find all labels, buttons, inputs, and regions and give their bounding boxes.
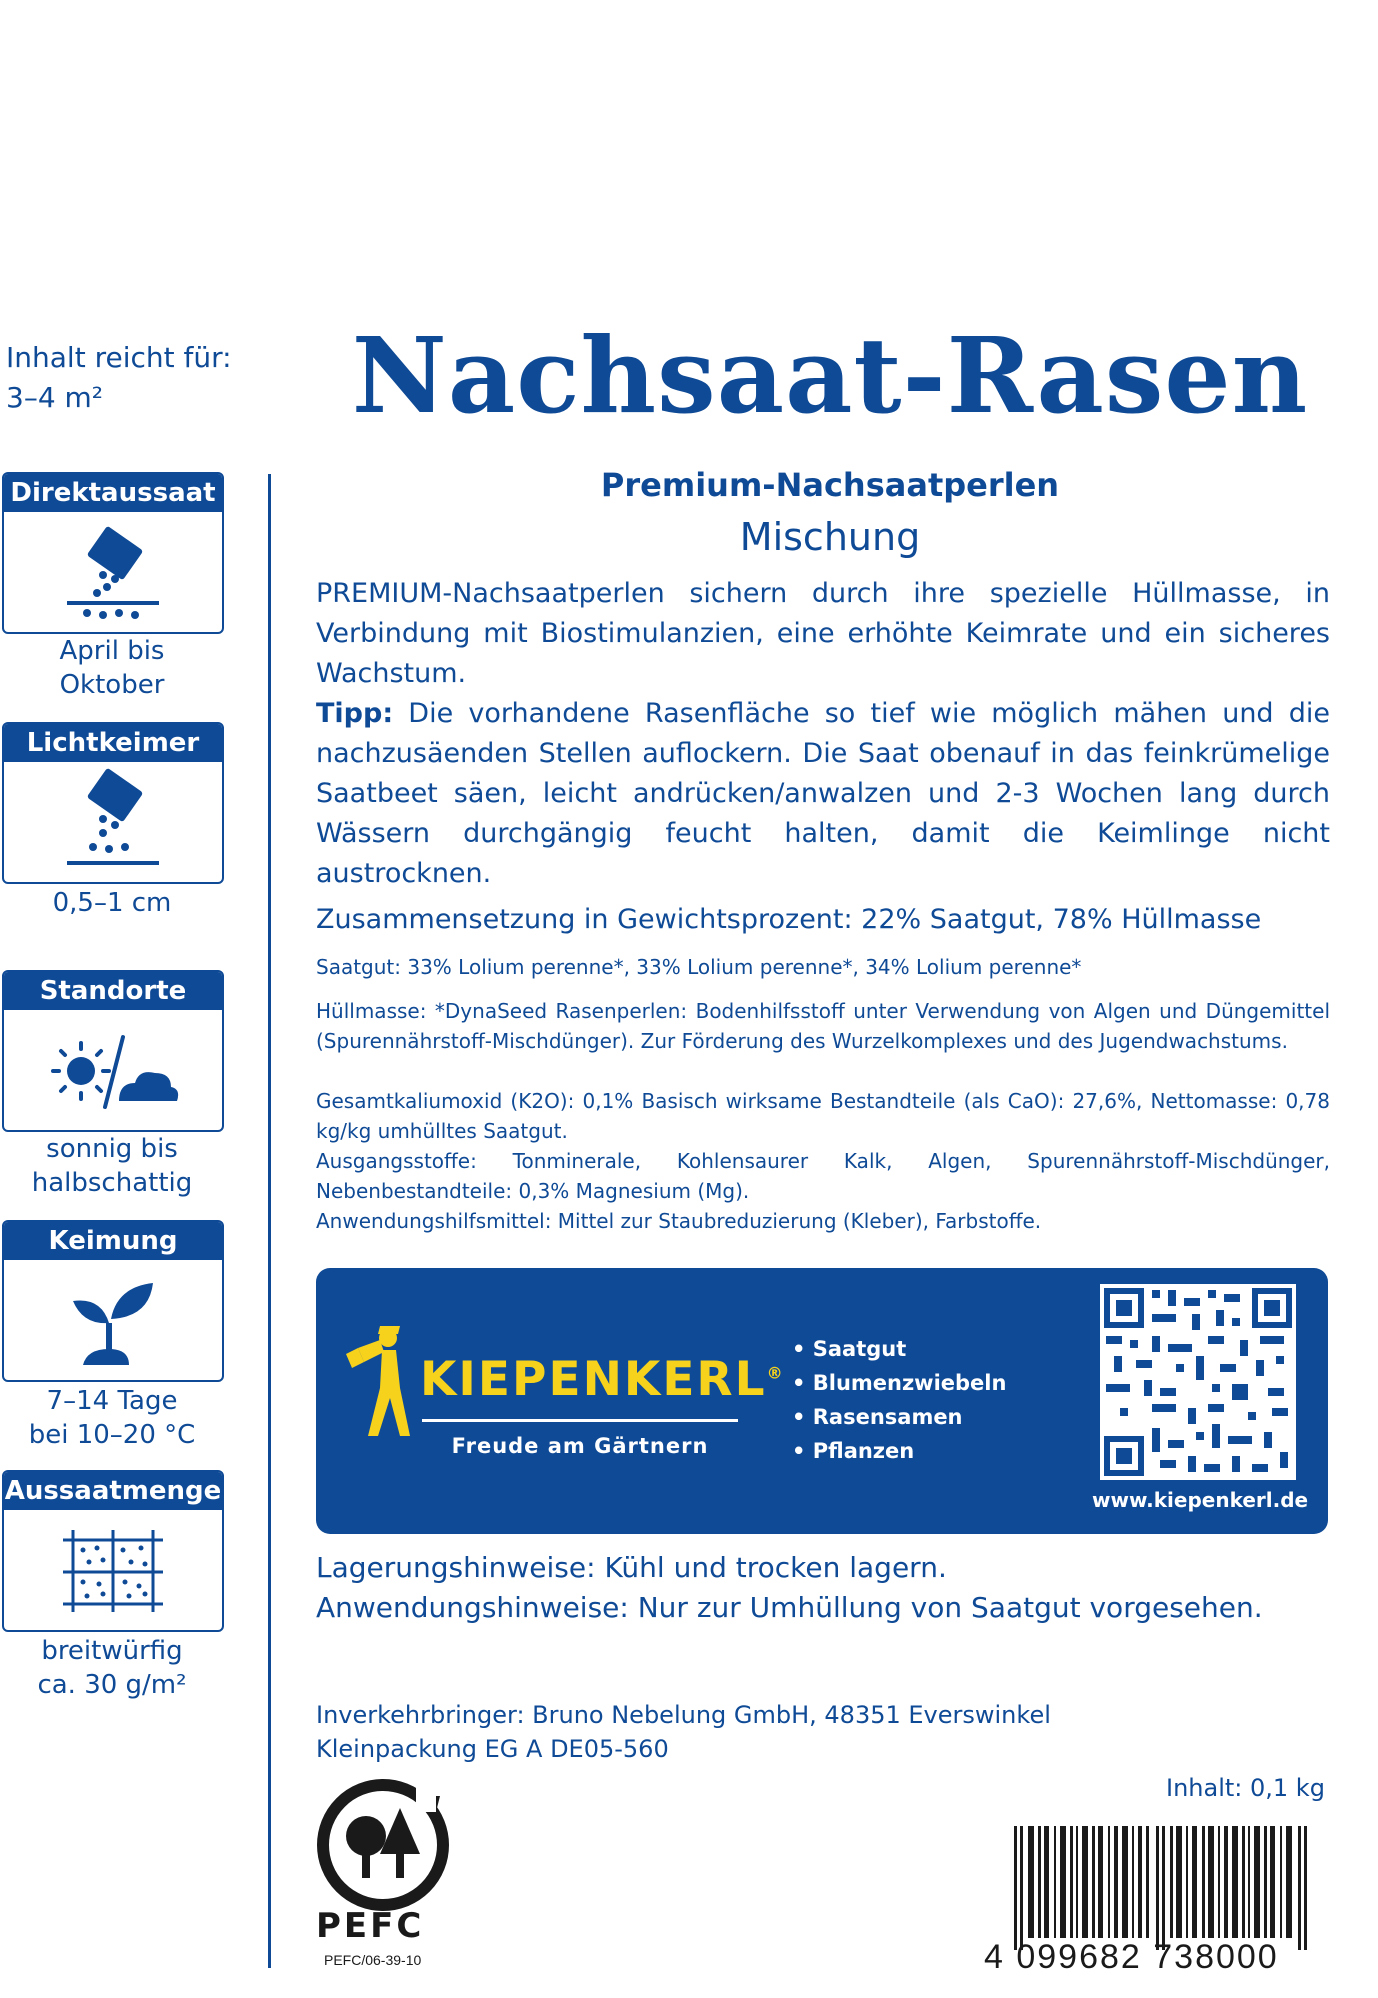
application-aids-info: Anwendungshilfsmittel: Mittel zur Staubreduzierung (Kleber), Farbstoffe.	[316, 1209, 1042, 1233]
info-tile-caption	[0, 886, 224, 920]
kiepenkerl-logo-figure	[344, 1318, 424, 1452]
content-coverage-label: Inhalt reicht für:	[6, 341, 232, 374]
pefc-logo-icon	[316, 1778, 450, 1912]
pefc-wordmark: PEFC	[316, 1906, 425, 1946]
brand-name-text: KIEPENKERL	[420, 1352, 767, 1407]
info-tile-heading: Standorte	[4, 972, 222, 1010]
brand-list-item: • Blumenzwiebeln	[792, 1371, 1007, 1395]
info-tile-heading: Aussaatmenge	[4, 1472, 222, 1510]
seed-grid-icon	[4, 1510, 222, 1630]
caption-line: bei 10–20 °C	[28, 1420, 196, 1450]
distributor-line: Inverkehrbringer: Bruno Nebelung GmbH, 48351 Everswinkel	[316, 1701, 1051, 1729]
sowing-icon	[4, 512, 222, 632]
caption-line: April bis	[59, 636, 165, 666]
info-tile-caption	[0, 1132, 224, 1200]
registered-mark: ®	[766, 1363, 785, 1383]
seed-composition: Saatgut: 33% Lolium perenne*, 33% Lolium perenne*, 34% Lolium perenne*	[316, 955, 1082, 979]
info-tile-caption	[0, 1634, 224, 1702]
barcode	[1014, 1826, 1314, 1954]
caption-line: 7–14 Tage	[46, 1386, 178, 1416]
info-tile-direct-sowing	[2, 472, 224, 634]
caption-line: ca. 30 g/m²	[37, 1670, 187, 1700]
description-tip	[316, 694, 1330, 894]
storage-instructions	[316, 1548, 1263, 1628]
usage-line: Anwendungshinweise: Nur zur Umhüllung von Saatgut vorgesehen.	[316, 1591, 1263, 1624]
caption-line: halbschattig	[31, 1168, 193, 1198]
raw-materials-info: Ausgangsstoffe: Tonminerale, Kohlensaurer Kalk, Algen, Spurennährstoff-Mischdünger, Nebenbestandteile: 0,3% Magnesium (Mg).	[316, 1149, 1330, 1203]
info-tile-heading: Lichtkeimer	[4, 724, 222, 762]
caption-line: sonnig bis	[46, 1134, 178, 1164]
brand-list-item: • Rasensamen	[792, 1405, 963, 1429]
potassium-info: Gesamtkaliumoxid (K2O): 0,1% Basisch wirksame Bestandteile (als CaO): 27,6%, Nettomasse: 0,78 kg/kg umhülltes Saatgut.	[316, 1089, 1330, 1143]
content-coverage-note	[6, 338, 232, 418]
content-coverage-value: 3–4 m²	[6, 381, 104, 414]
storage-line: Lagerungshinweise: Kühl und trocken lagern.	[316, 1551, 947, 1584]
caption-line: 0,5–1 cm	[52, 888, 172, 918]
caption-line: breitwürfig	[41, 1636, 183, 1666]
barcode-number: 4 099682 738000	[984, 1938, 1279, 1976]
packaging-code-line: Kleinpackung EG A DE05-560	[316, 1735, 669, 1763]
tip-label: Tipp:	[316, 698, 394, 729]
coating-description: Hüllmasse: *DynaSeed Rasenperlen: Bodenhilfsstoff unter Verwendung von Algen und Düngemittel (Spurennährstoff-Mischdünger). Zur Förderung des Wurzelkomplexes und des Jugendwachstums.	[316, 999, 1330, 1053]
sun-cloud-icon	[4, 1010, 222, 1130]
brand-website[interactable]: www.kiepenkerl.de	[1092, 1488, 1309, 1512]
brand-list-item: • Pflanzen	[792, 1439, 915, 1463]
product-subtitle: Premium-Nachsaatperlen	[600, 466, 1060, 504]
brand-product-list	[792, 1332, 1006, 1468]
info-tile-location	[2, 970, 224, 1132]
brand-divider	[422, 1419, 738, 1422]
info-tile-heading: Direktaussaat	[4, 474, 222, 512]
product-type: Mischung	[739, 515, 921, 559]
brand-tagline: Freude am Gärtnern	[451, 1434, 709, 1458]
pefc-code: PEFC/06-39-10	[324, 1952, 422, 1968]
product-title: Nachsaat-Rasen	[351, 314, 1309, 437]
seedling-icon	[4, 1260, 222, 1380]
distributor-info	[316, 1698, 1051, 1766]
info-tile-caption	[0, 1384, 224, 1452]
description-intro: PREMIUM-Nachsaatperlen sichern durch ihre spezielle Hüllmasse, in Verbindung mit Biostimulanzien, eine erhöhte Keimrate und ein sicheres Wachstum.	[316, 578, 1330, 689]
column-divider	[268, 474, 271, 1968]
brand-list-item: • Saatgut	[792, 1337, 907, 1361]
net-content: Inhalt: 0,1 kg	[1166, 1774, 1325, 1802]
info-tile-germination	[2, 1220, 224, 1382]
info-tile-heading: Keimung	[4, 1222, 222, 1260]
qr-code[interactable]	[1100, 1284, 1296, 1480]
info-tile-seed-rate	[2, 1470, 224, 1632]
info-tile-caption	[0, 634, 224, 702]
light-germinator-icon	[4, 762, 222, 882]
brand-name	[420, 1352, 785, 1407]
tip-text: Die vorhandene Rasenfläche so tief wie möglich mähen und die nachzusäenden Stellen auflockern. Die Saat obenauf in das feinkrümelige Saatbeet säen, leicht andrücken/anwalzen und 2-3 Wochen lang durch Wässern durchgängig feucht halten, damit die Keimlinge nicht austrocknen.	[316, 698, 1330, 889]
caption-line: Oktober	[59, 670, 165, 700]
info-tile-light-germinator	[2, 722, 224, 884]
composition-headline: Zusammensetzung in Gewichtsprozent: 22% Saatgut, 78% Hüllmasse	[316, 904, 1262, 935]
